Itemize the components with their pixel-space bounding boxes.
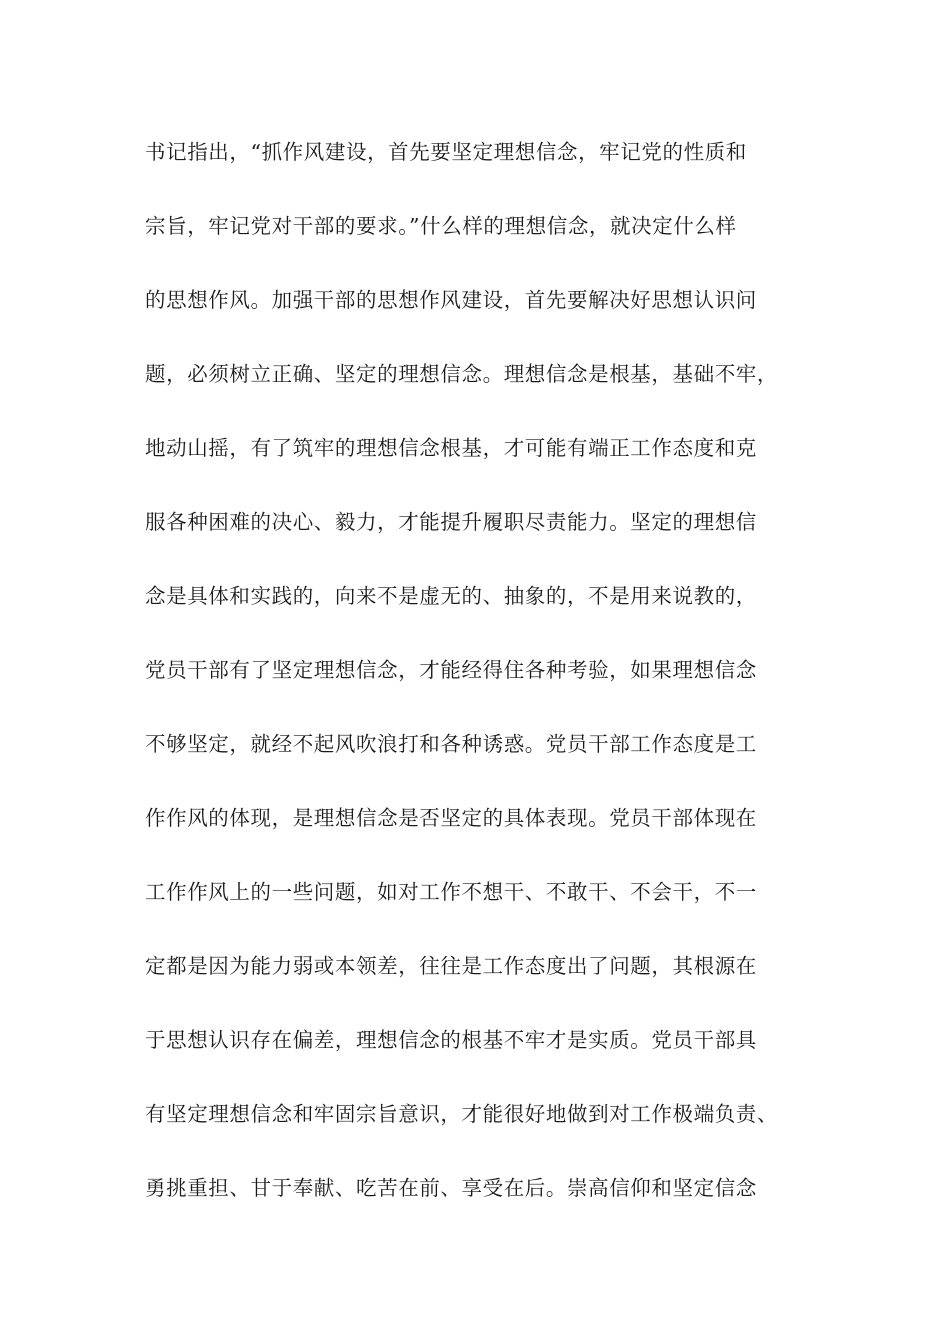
paragraph-line: 工作作风上的一些问题，如对工作不想干、不敢干、不会干，不一 <box>145 880 757 904</box>
paragraph-line: 定都是因为能力弱或本领差，往往是工作态度出了问题，其根源在 <box>145 954 757 978</box>
paragraph-line: 作作风的体现，是理想信念是否坚定的具体表现。党员干部体现在 <box>145 806 757 830</box>
paragraph-line: 服各种困难的决心、毅力，才能提升履职尽责能力。坚定的理想信 <box>145 510 757 534</box>
paragraph-line: 地动山摇，有了筑牢的理想信念根基，才可能有端正工作态度和克 <box>145 436 757 460</box>
paragraph-line: 题，必须树立正确、坚定的理想信念。理想信念是根基，基础不牢， <box>145 362 778 386</box>
paragraph-line: 书记指出，“抓作风建设，首先要坚定理想信念，牢记党的性质和 <box>145 140 747 164</box>
paragraph-line: 党员干部有了坚定理想信念，才能经得住各种考验，如果理想信念 <box>145 658 757 682</box>
paragraph-line: 勇挑重担、甘于奉献、吃苦在前、享受在后。崇高信仰和坚定信念 <box>145 1176 757 1200</box>
paragraph-line: 于思想认识存在偏差，理想信念的根基不牢才是实质。党员干部具 <box>145 1028 757 1052</box>
paragraph-line: 有坚定理想信念和牢固宗旨意识，才能很好地做到对工作极端负责、 <box>145 1102 778 1126</box>
paragraph-line: 念是具体和实践的，向来不是虚无的、抽象的，不是用来说教的， <box>145 584 757 608</box>
paragraph-line: 不够坚定，就经不起风吹浪打和各种诱惑。党员干部工作态度是工 <box>145 732 757 756</box>
paragraph-line: 宗旨，牢记党对干部的要求。”什么样的理想信念，就决定什么样 <box>145 214 737 238</box>
paragraph-line: 的思想作风。加强干部的思想作风建设，首先要解决好思想认识问 <box>145 288 757 312</box>
